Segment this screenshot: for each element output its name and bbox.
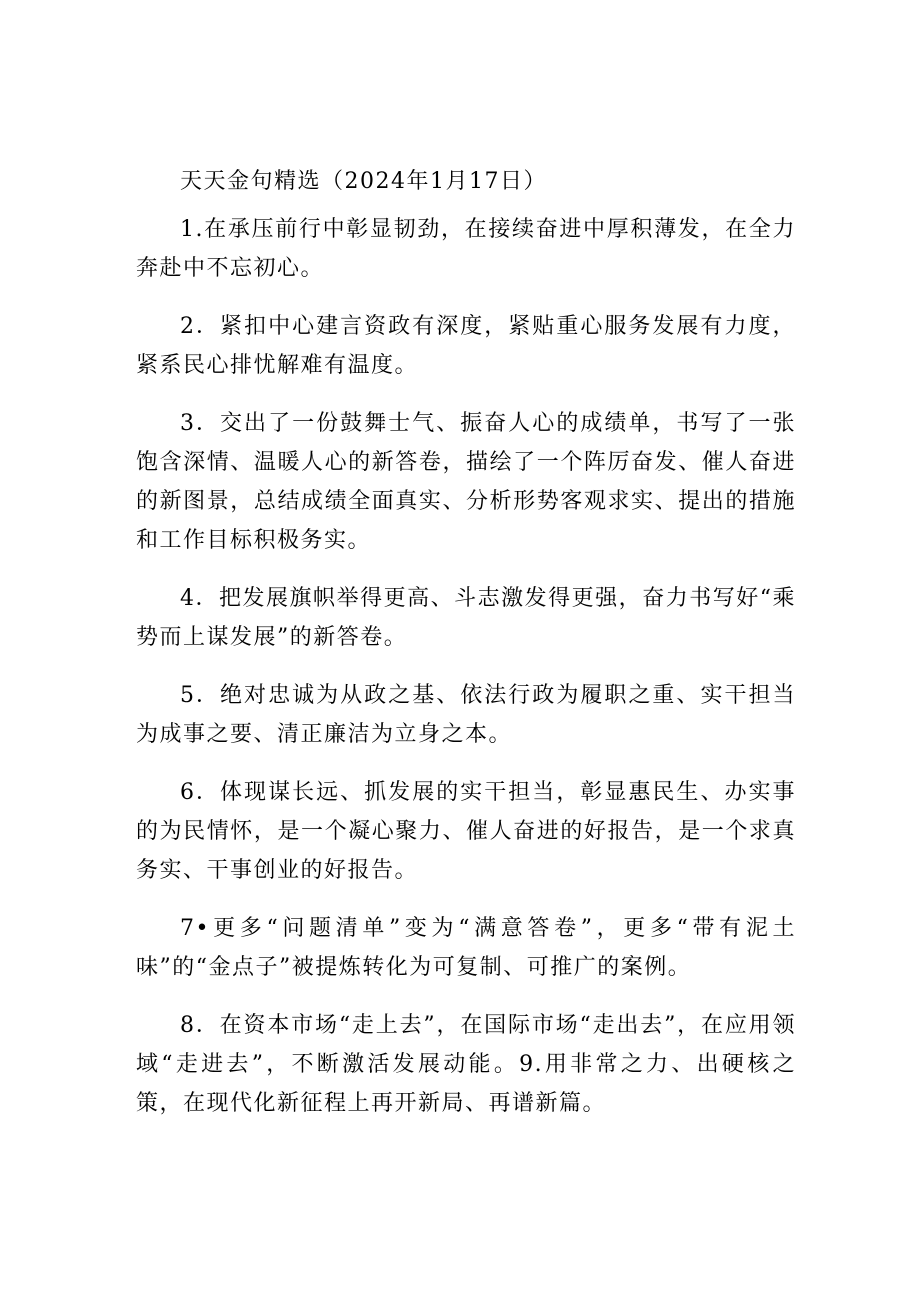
quote-item-7: 7•更多“问题清单”变为“满意答卷”，更多“带有泥土味”的“金点子”被提炼转化为可复制、可推广的案例。 — [136, 916, 796, 980]
quote-item-4: 4．把发展旗帜举得更高、斗志激发得更强，奋力书写好“乘势而上谋发展”的新答卷。 — [136, 586, 796, 650]
document-title: 天天金句精选（2024年1月17日） — [180, 169, 547, 194]
quote-item-2: 2．紧扣中心建言资政有深度，紧贴重心服务发展有力度，紧系民心排忧解难有温度。 — [136, 314, 796, 378]
quote-item-3: 3．交出了一份鼓舞士气、振奋人心的成绩单，书写了一张饱含深情、温暖人心的新答卷，描绘了一个阵厉奋发、催人奋进的新图景，总结成绩全面真实、分析形势客观求实、提出的措施和工作目标积极务实。 — [136, 411, 796, 553]
quote-item-6: 6．体现谋长远、抓发展的实干担当，彰显惠民生、办实事的为民情怀，是一个凝心聚力、催人奋进的好报告，是一个求真务实、干事创业的好报告。 — [136, 780, 796, 883]
quote-item-8: 8．在资本市场“走上去”，在国际市场“走出去”，在应用领域“走进去”，不断激活发展动能。9.用非常之力、出硬核之策，在现代化新征程上再开新局、再谱新篇。 — [136, 1013, 796, 1116]
quote-item-1: 1.在承压前行中彰显韧劲，在接续奋进中厚积薄发，在全力奔赴中不忘初心。 — [136, 217, 796, 281]
quote-item-5: 5．绝对忠诚为从政之基、依法行政为履职之重、实干担当为成事之要、清正廉洁为立身之本。 — [136, 683, 796, 747]
document-body — [136, 162, 796, 1142]
